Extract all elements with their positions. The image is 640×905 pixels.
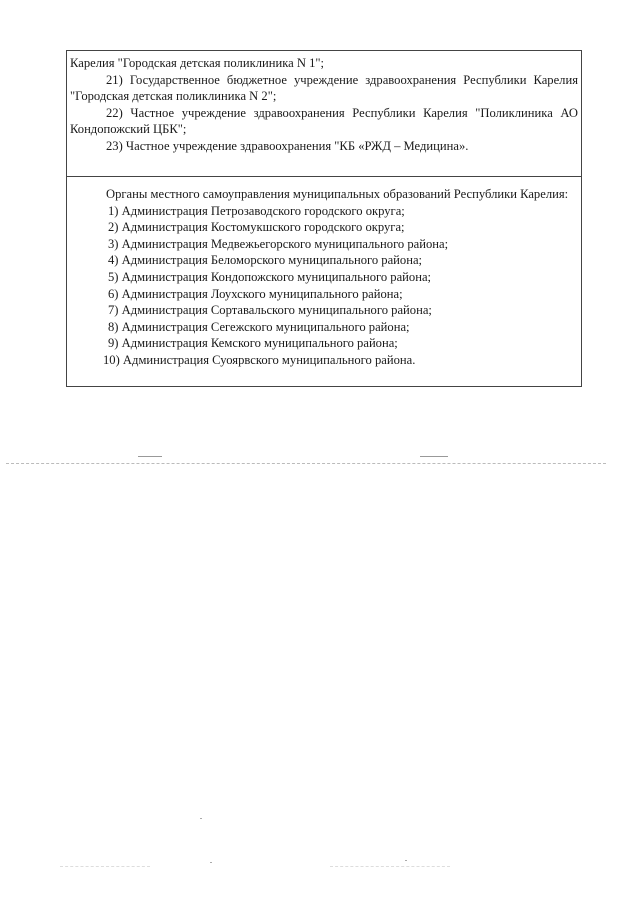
list-item: 8) Администрация Сегежского муниципального района; bbox=[108, 319, 410, 334]
list-item: 3) Администрация Медвежьегорского муниципального района; bbox=[108, 236, 449, 251]
municipal-list bbox=[70, 203, 578, 369]
list-item: 10) Администрация Суоярвского муниципального района. bbox=[103, 352, 416, 367]
list-item: 9) Администрация Кемского муниципального района; bbox=[108, 336, 398, 351]
section-heading: Органы местного самоуправления муниципальных образований Республики Карелия: bbox=[106, 187, 569, 201]
scan-separator-line bbox=[138, 456, 162, 457]
list-item: 5) Администрация Кондопожского муниципального района; bbox=[108, 269, 432, 284]
table-cell-clinics bbox=[67, 51, 581, 176]
paragraph-item-22: 22) Частное учреждение здравоохранения Республики Карелия "Поликлиника АО Кондопожский ЦБК"; bbox=[70, 105, 578, 137]
list-item: 7) Администрация Сортавальского муниципального района; bbox=[108, 303, 432, 318]
document-table bbox=[66, 50, 582, 387]
list-item: 4) Администрация Беломорского муниципального района; bbox=[108, 253, 423, 268]
scan-separator-line bbox=[420, 456, 448, 457]
list-item: 6) Администрация Лоухского муниципального района; bbox=[108, 286, 403, 301]
scan-separator-line bbox=[60, 866, 150, 867]
scan-speck bbox=[200, 818, 202, 819]
scan-speck bbox=[210, 862, 212, 863]
paragraph-item-23: 23) Частное учреждение здравоохранения "КБ «РЖД – Медицина». bbox=[106, 138, 469, 153]
table-cell-municipal bbox=[67, 176, 581, 386]
paragraph-line: Карелия "Городская детская поликлиника N 1"; bbox=[70, 56, 325, 70]
list-item: 1) Администрация Петрозаводского городского округа; bbox=[108, 203, 405, 218]
paragraph-item-21: 21) Государственное бюджетное учреждение здравоохранения Республики Карелия "Городская детская поликлиника N 2"; bbox=[70, 72, 578, 104]
scan-speck bbox=[405, 860, 407, 861]
scan-separator-line bbox=[330, 866, 450, 867]
scan-separator-line bbox=[6, 463, 606, 464]
list-item: 2) Администрация Костомукшского городского округа; bbox=[108, 220, 405, 235]
